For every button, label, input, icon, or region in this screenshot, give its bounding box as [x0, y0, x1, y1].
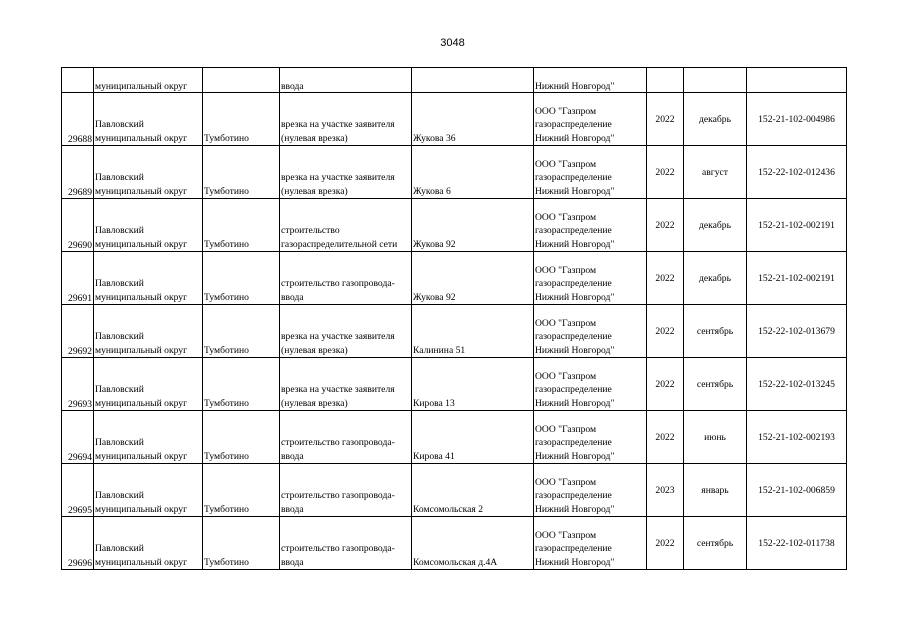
locality-cell [203, 411, 280, 464]
code-cell [747, 252, 847, 305]
address-cell [412, 464, 534, 517]
organization-line: газораспределение [535, 331, 612, 342]
work-type-cell [280, 517, 412, 570]
row-number-cell [62, 411, 94, 464]
organization-cell [534, 305, 647, 358]
organization-line: Нижний Новгород" [535, 450, 615, 462]
row-number-cell [62, 146, 94, 199]
address: Комсомольская 2 [413, 503, 484, 515]
row-number-cell [62, 358, 94, 411]
locality-cell [203, 146, 280, 199]
work-type-cell [280, 252, 412, 305]
district-line: муниципальный округ [95, 344, 188, 356]
organization-cell [534, 199, 647, 252]
organization-line: газораспределение [535, 119, 612, 130]
organization-line: газораспределение [535, 172, 612, 183]
year-cell [647, 252, 684, 305]
locality-cell [203, 199, 280, 252]
year: 2023 [655, 484, 675, 496]
work-type-cell: ввода [280, 68, 412, 93]
organization-cell [534, 252, 647, 305]
year: 2022 [655, 272, 675, 284]
year-cell [647, 411, 684, 464]
code-cell [747, 199, 847, 252]
work-type-line: ввода [281, 556, 304, 568]
district-line: муниципальный округ [95, 450, 188, 462]
code-cell [747, 146, 847, 199]
table-row [62, 358, 847, 411]
locality-cell [203, 358, 280, 411]
district-line: Павловский [95, 331, 144, 342]
month-cell [684, 252, 747, 305]
organization-line: газораспределение [535, 437, 612, 448]
year-cell [647, 358, 684, 411]
code-cell [747, 68, 847, 93]
district-cell [94, 464, 203, 517]
year-cell [647, 93, 684, 146]
organization-line: газораспределение [535, 543, 612, 554]
address-cell [412, 146, 534, 199]
address-cell [412, 305, 534, 358]
organization-cell [534, 517, 647, 570]
year: 2022 [655, 431, 675, 443]
year-cell [647, 305, 684, 358]
row-number: 29696 [68, 558, 92, 569]
address-cell [412, 93, 534, 146]
work-type-line: врезка на участке заявителя [281, 119, 395, 130]
table-row [62, 199, 847, 252]
organization-cell [534, 93, 647, 146]
work-type-line: (нулевая врезка) [281, 185, 348, 197]
month-cell [684, 411, 747, 464]
organization-line: Нижний Новгород" [535, 291, 615, 303]
locality-cell [203, 68, 280, 93]
organization-line: Нижний Новгород" [535, 185, 615, 197]
organization-line: ООО "Газпром [535, 105, 597, 117]
district-line: Павловский [95, 119, 144, 130]
year-cell [647, 517, 684, 570]
row-number: 29689 [68, 187, 92, 198]
organization-line: ООО "Газпром [535, 264, 597, 276]
address: Жукова 92 [413, 291, 456, 303]
address-cell [412, 411, 534, 464]
month-cell [684, 68, 747, 93]
work-type-cell [280, 305, 412, 358]
organization-line: Нижний Новгород" [535, 132, 615, 144]
district-cell [94, 517, 203, 570]
address: Комсомольская д.4А [413, 556, 498, 568]
organization-cell [534, 464, 647, 517]
year-cell [647, 146, 684, 199]
locality-cell [203, 93, 280, 146]
organization-line: Нижний Новгород" [535, 344, 615, 356]
district-line: муниципальный округ [95, 556, 188, 568]
year: 2022 [655, 219, 675, 231]
organization-line: газораспределение [535, 384, 612, 395]
organization-line: ООО "Газпром [535, 476, 597, 488]
code-cell [747, 411, 847, 464]
organization-line: ООО "Газпром [535, 423, 597, 435]
address: Кирова 13 [413, 397, 455, 409]
district-line: муниципальный округ [95, 132, 188, 144]
district-line: Павловский [95, 172, 144, 183]
row-number: 29693 [68, 399, 92, 410]
row-number: 29691 [68, 293, 92, 304]
address: Жукова 36 [413, 132, 456, 144]
month: декабрь [699, 219, 731, 231]
work-type-line: газораспределительной сети [281, 238, 398, 250]
row-number-cell [62, 252, 94, 305]
row-number-cell [62, 517, 94, 570]
locality: Тумботино [204, 450, 249, 462]
work-type-line: ввода [281, 291, 304, 303]
organization-line: ООО "Газпром [535, 529, 597, 541]
district-cell [94, 305, 203, 358]
row-number: 29692 [68, 346, 92, 357]
work-type-line: врезка на участке заявителя [281, 331, 395, 342]
address-cell [412, 199, 534, 252]
table-row [62, 464, 847, 517]
organization-cell [534, 358, 647, 411]
registration-code: 152-21-102-002191 [758, 219, 835, 231]
row-number-cell [62, 93, 94, 146]
district-cell [94, 146, 203, 199]
organization-line: ООО "Газпром [535, 211, 597, 223]
month-cell [684, 93, 747, 146]
work-type-cell [280, 93, 412, 146]
month: август [702, 166, 728, 178]
organization-cell: Нижний Новгород" [534, 68, 647, 93]
work-type-cell [280, 199, 412, 252]
district-line: муниципальный округ [95, 397, 188, 409]
work-type-cell [280, 464, 412, 517]
address-cell [412, 517, 534, 570]
organization-line: ООО "Газпром [535, 317, 597, 329]
month-cell [684, 199, 747, 252]
locality: Тумботино [204, 238, 249, 250]
table-row [62, 146, 847, 199]
work-type-cell [280, 411, 412, 464]
work-type-cell [280, 358, 412, 411]
row-number-cell [62, 464, 94, 517]
address: Кирова 41 [413, 450, 455, 462]
district-line: Павловский [95, 490, 144, 501]
code-cell [747, 464, 847, 517]
address: Жукова 92 [413, 238, 456, 250]
registration-code: 152-22-102-012436 [758, 166, 835, 178]
organization-line: газораспределение [535, 490, 612, 501]
locality-cell [203, 464, 280, 517]
district-line: муниципальный округ [95, 185, 188, 197]
work-type-line: строительство газопровода- [281, 278, 395, 289]
locality: Тумботино [204, 397, 249, 409]
organization-line: ООО "Газпром [535, 158, 597, 170]
registration-code: 152-21-102-002193 [758, 431, 835, 443]
month-cell [684, 464, 747, 517]
table-row [62, 411, 847, 464]
row-number-cell [62, 68, 94, 93]
address: Жукова 6 [413, 185, 451, 197]
year-cell [647, 464, 684, 517]
month: январь [701, 484, 729, 496]
address-cell [412, 358, 534, 411]
district-cell [94, 411, 203, 464]
work-type-line: (нулевая врезка) [281, 132, 348, 144]
registration-code: 152-22-102-013245 [758, 378, 835, 390]
work-type-line: строительство газопровода- [281, 490, 395, 501]
locality-cell [203, 305, 280, 358]
locality: Тумботино [204, 344, 249, 356]
organization-line: Нижний Новгород" [535, 397, 615, 409]
district-line: муниципальный округ [95, 291, 188, 303]
work-type-line: (нулевая врезка) [281, 344, 348, 356]
gas-connection-table [61, 67, 847, 570]
registration-code: 152-21-102-002191 [758, 272, 835, 284]
work-type-line: строительство [281, 225, 340, 236]
table-row-continuation [62, 68, 847, 93]
district-cell: муниципальный округ [94, 68, 203, 93]
month: декабрь [699, 272, 731, 284]
locality: Тумботино [204, 556, 249, 568]
table-row [62, 305, 847, 358]
work-type-line: строительство газопровода- [281, 543, 395, 554]
row-number: 29690 [68, 240, 92, 251]
page-number: 3048 [440, 37, 465, 49]
row-number-cell [62, 305, 94, 358]
organization-line: газораспределение [535, 225, 612, 236]
month: сентябрь [696, 378, 734, 390]
district-line: Павловский [95, 278, 144, 289]
address-cell [412, 68, 534, 93]
organization-line: газораспределение [535, 278, 612, 289]
locality-cell [203, 252, 280, 305]
month: сентябрь [696, 325, 734, 337]
month: июнь [704, 431, 726, 443]
district-line: Павловский [95, 437, 144, 448]
district-cell [94, 199, 203, 252]
row-number-cell [62, 199, 94, 252]
month: сентябрь [696, 537, 734, 549]
table-row [62, 517, 847, 570]
district-cell [94, 252, 203, 305]
year: 2022 [655, 378, 675, 390]
work-type-line: строительство газопровода- [281, 437, 395, 448]
code-cell [747, 93, 847, 146]
locality: Тумботино [204, 132, 249, 144]
work-type-line: ввода [281, 503, 304, 515]
year: 2022 [655, 166, 675, 178]
code-cell [747, 517, 847, 570]
registration-code: 152-21-102-004986 [758, 113, 835, 125]
month-cell [684, 146, 747, 199]
work-type-line: врезка на участке заявителя [281, 384, 395, 395]
code-cell [747, 305, 847, 358]
work-type-line: врезка на участке заявителя [281, 172, 395, 183]
year-cell [647, 199, 684, 252]
district-cell [94, 93, 203, 146]
month-cell [684, 517, 747, 570]
district-line: Павловский [95, 384, 144, 395]
work-type-line: (нулевая врезка) [281, 397, 348, 409]
district-line: Павловский [95, 543, 144, 554]
work-type-cell [280, 146, 412, 199]
code-cell [747, 358, 847, 411]
district-cell [94, 358, 203, 411]
locality: Тумботино [204, 503, 249, 515]
row-number: 29695 [68, 505, 92, 516]
month-cell [684, 305, 747, 358]
organization-line: ООО "Газпром [535, 370, 597, 382]
month-cell [684, 358, 747, 411]
year: 2022 [655, 113, 675, 125]
organization-line: Нижний Новгород" [535, 238, 615, 250]
locality: Тумботино [204, 185, 249, 197]
organization-cell [534, 146, 647, 199]
year: 2022 [655, 537, 675, 549]
organization-line: Нижний Новгород" [535, 503, 615, 515]
year: 2022 [655, 325, 675, 337]
locality-cell [203, 517, 280, 570]
organization-line: Нижний Новгород" [535, 556, 615, 568]
registration-code: 152-21-102-006859 [758, 484, 835, 496]
address: Калинина 51 [413, 344, 466, 356]
work-type-line: ввода [281, 450, 304, 462]
district-line: муниципальный округ [95, 238, 188, 250]
district-line: муниципальный округ [95, 503, 188, 515]
year-cell [647, 68, 684, 93]
registration-code: 152-22-102-011738 [758, 537, 835, 549]
organization-cell [534, 411, 647, 464]
registration-code: 152-22-102-013679 [758, 325, 835, 337]
table-row [62, 252, 847, 305]
row-number: 29694 [68, 452, 92, 463]
locality: Тумботино [204, 291, 249, 303]
row-number: 29688 [68, 134, 92, 145]
table-row [62, 93, 847, 146]
address-cell [412, 252, 534, 305]
month: декабрь [699, 113, 731, 125]
district-line: Павловский [95, 225, 144, 236]
